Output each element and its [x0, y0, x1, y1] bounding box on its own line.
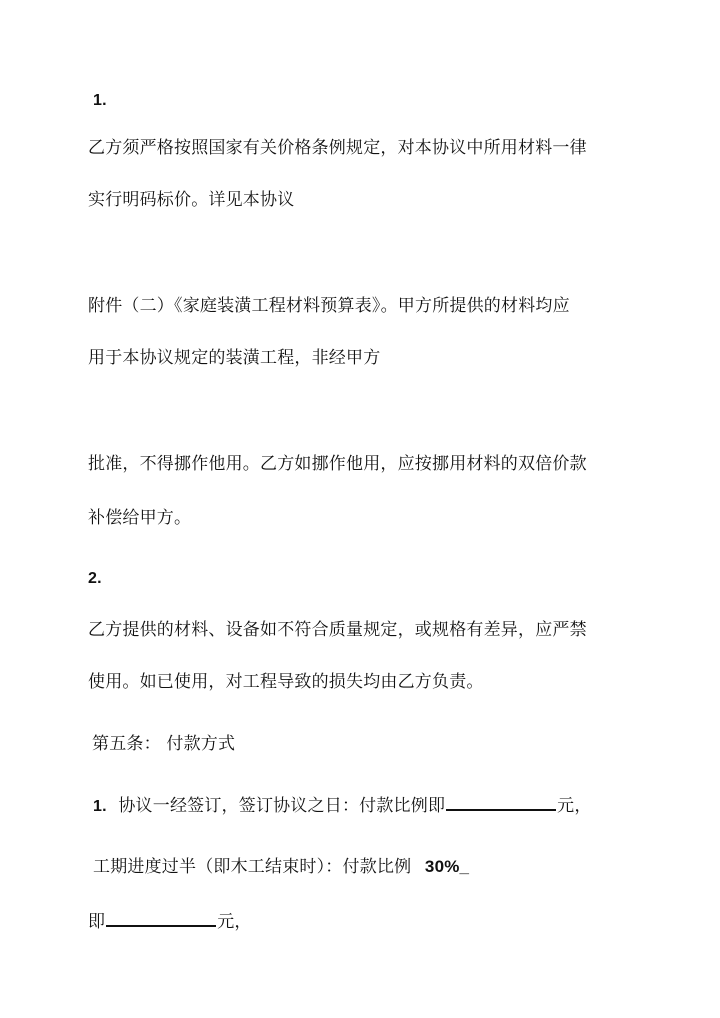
payment-percentage: 30%_	[424, 857, 470, 876]
article-title: 第五条： 付款方式	[92, 734, 236, 754]
payment-line-prefix: 即	[88, 912, 106, 932]
paragraph-line: 乙方须严格按照国家有关价格条例规定，对本协议中所用材料一律	[88, 138, 587, 158]
payment-line-3	[88, 909, 252, 933]
item-number-1: 1.	[93, 92, 107, 109]
paragraph-line: 批准，不得挪作他用。乙方如挪作他用，应按挪用材料的双倍价款	[88, 454, 587, 474]
amount-blank-field[interactable]	[106, 909, 216, 927]
paragraph-line: 使用。如已使用，对工程导致的损失均由乙方负责。	[88, 672, 484, 692]
paragraph-line: 实行明码标价。详见本协议	[88, 190, 295, 210]
item-number-2: 2.	[88, 570, 102, 587]
paragraph-line: 乙方提供的材料、设备如不符合质量规定，或规格有差异，应严禁	[88, 620, 587, 640]
paragraph-line: 附件（二）《家庭装潢工程材料预算表》。甲方所提供的材料均应	[88, 296, 570, 316]
amount-blank-field[interactable]	[446, 793, 556, 811]
paragraph-line: 用于本协议规定的装潢工程，非经甲方	[88, 348, 381, 368]
payment-line-text: 工期进度过半（即木工结束时）：付款比例	[93, 857, 412, 877]
currency-unit: 元，	[557, 796, 592, 816]
paragraph-line: 补偿给甲方。	[88, 508, 192, 528]
payment-line-text: 协议一经签订，签订协议之日：付款比例即	[118, 796, 446, 816]
currency-unit: 元，	[217, 912, 252, 932]
payment-line-2	[93, 856, 469, 878]
payment-line-1	[93, 793, 592, 818]
payment-item-number: 1.	[93, 798, 107, 815]
